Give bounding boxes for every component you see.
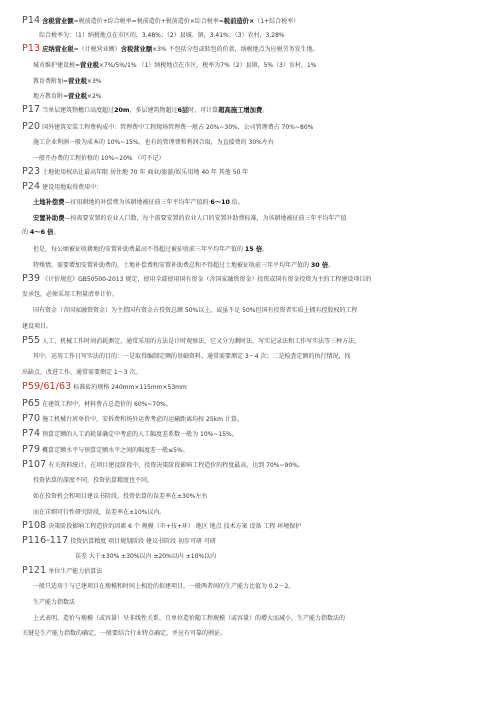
line-text: 。 [53, 229, 60, 236]
line-19 [22, 291, 118, 299]
line-text: 概算定额水平与预算定额水平之间的幅度差一般≤5%。 [42, 447, 189, 454]
line-text: 城市维护建设税= [33, 62, 81, 69]
line-text: 地方教育附= [33, 93, 69, 100]
page-reference-tag: P17 [22, 104, 41, 115]
line-text: —征用耕地的补偿费为该耕地被征前三年平均年产值的 [64, 199, 211, 206]
bold-text: 含税营业额 [120, 46, 153, 53]
bold-text: 税前造价× [223, 18, 255, 25]
line-text: 一般开办费的工程价格的 10%~20% （可不记） [33, 155, 165, 162]
line-text: 的 [22, 229, 30, 236]
line-36 [75, 553, 216, 561]
line-text: 国有资金（含国家融资资金）为主指国有资金占投资总额 50%以上，或虽不足 50%但国有投资者实质上拥有控股权的工程 [33, 307, 358, 314]
line-35 [22, 536, 216, 546]
bold-text: 营业税 [80, 62, 99, 69]
bold-text: 6层 [177, 107, 189, 114]
bold-text: 超高施工增加费 [218, 107, 263, 114]
line-1 [22, 16, 299, 26]
line-31 [33, 477, 153, 485]
line-41 [22, 630, 226, 638]
bold-text: 土地补偿费 [33, 199, 65, 206]
bold-text: 营业税 [68, 93, 87, 100]
line-text: ×7%/5%/1% （1）纳税地点在市区，税率为7%（2）县镇，5%（3）农村，1% [98, 62, 317, 69]
bold-text: 15 倍 [244, 246, 263, 253]
line-4 [33, 62, 316, 70]
line-text: 生产能力指数法 [33, 599, 76, 606]
bold-text: 应纳营业税 [42, 46, 74, 53]
line-25 [22, 382, 187, 392]
line-30 [22, 460, 304, 470]
line-9 [33, 139, 274, 147]
line-40 [33, 615, 345, 623]
line-14 [33, 215, 347, 223]
line-text: 施工机械台班单价中，安拆费和场外运费考虑的运输距离均按 25km 计算。 [42, 416, 243, 423]
line-text: 标准砖的规格 240mm×115mm×53mm [73, 384, 187, 391]
line-27 [22, 414, 243, 424]
line-text: 教育费附加= [33, 78, 69, 85]
line-text: ，多层建筑物超过 [129, 107, 178, 114]
line-text: 一般只适用于与已建项目在规模和时间上相近的拟建项目，一般两者间的生产能力比值为 0.2～2。 [33, 583, 295, 590]
line-text: 投资估算精度 项目规划阶段 建议书阶段 初步可研 可研 [70, 538, 216, 545]
line-22 [22, 336, 360, 346]
page-reference-tag: P23 [22, 166, 41, 177]
bold-text: 6～10 [210, 199, 230, 206]
line-37 [22, 566, 102, 576]
line-text: 而在详细可行性研究阶段，误差率在±10%以内。 [33, 509, 166, 516]
page-reference-tag: P55 [22, 335, 41, 346]
line-33 [33, 509, 165, 517]
page-reference-tag: P39 [22, 273, 41, 284]
line-text: 建设项目。 [22, 323, 53, 330]
line-text: 建设用地取得费用中： [42, 184, 103, 191]
line-20 [33, 307, 358, 315]
line-11 [22, 167, 248, 177]
line-text: 预算定额的人工消耗量确定中考虑的人工幅度差系数一般为 10%~15%。 [42, 431, 238, 438]
line-38 [33, 583, 294, 591]
line-2 [39, 32, 285, 40]
line-text: 发承包，必须采用工程量清单计价。 [22, 291, 119, 298]
line-32 [33, 493, 207, 501]
line-34 [22, 521, 301, 531]
page-reference-tag: P20 [22, 121, 41, 132]
line-17 [33, 262, 334, 270]
line-text: 上式表明，造价与规模（或容量）呈非线性关系，且单位造价随工程规模（或容量）的增大而减小，生产能力指数法的 [33, 615, 346, 622]
page-reference-tag: P121 [22, 565, 47, 576]
line-text: ×3% [86, 78, 102, 85]
line-text: ×2% [86, 93, 102, 100]
line-text: 如在投资机会和项目建议书阶段，投资估算的误差率在±30%左右 [33, 493, 208, 500]
line-text: 出缺点，改进工作，通常需要测定 1～3 次。 [22, 369, 142, 376]
bold-text: 含税营业额 [42, 18, 74, 25]
line-text: 国外建筑安装工程费构成中：管理费中工程现场管理费一般占 20%~30%，公司管理费占 70%~80% [42, 124, 314, 131]
line-text: 《计价规范》GB50500-2013 规定，使用全部使用国有资金（含国家融资资金）投资或国有资金投资为主的工程建设项目的 [42, 276, 372, 283]
page-reference-tag: P14 [22, 15, 41, 26]
line-text: 在建筑工程中，材料费占总造价的 60%~70%。 [42, 401, 172, 408]
page-reference-tag: P65 [22, 398, 41, 409]
line-16 [33, 246, 268, 254]
line-text: 单位生产能力估算法 [48, 568, 103, 575]
line-text: 其中，运用工作日写实法的目的：一是取得编制定额的基础资料，通常需要测定 3～4 次；二是检查定额的执行情况，找 [33, 353, 351, 360]
line-text: 综合税率为：（1）纳税地点在市区的，3.48%；（2）县城、镇，3.41%；（3）农村，3.28% [39, 32, 285, 39]
line-text: 关键是生产能力指数的确定，一般要结合行业特点确定，并应有可靠的例证。 [22, 630, 227, 637]
line-18 [22, 274, 371, 284]
line-text: 人工、机械工作时间消耗测定，通常采用的方法是计时观察法，它又分为测时法、写实记录法和工作写实法等三种方法。 [42, 338, 361, 345]
line-3 [22, 44, 319, 54]
line-21 [22, 323, 52, 331]
line-text: =（计税营业额） [73, 46, 121, 53]
page-reference-tag: P74 [22, 428, 41, 439]
line-24 [22, 369, 141, 377]
line-13 [33, 199, 244, 207]
line-text: 但是，每公顷被征收耕地的安置补助费最高不得超过被征收前三年平均年产值的 [33, 246, 245, 253]
line-text: 施工企业利润一般为成本的 10%~15%，也有的管理费和利润合取，为直接费的 30%左右 [33, 139, 274, 146]
line-text: 。 [262, 107, 269, 114]
line-text: 。 [328, 262, 335, 269]
line-text: 有关资料统计，在项目建设阶段中，投资决策阶段影响工程造价的程度最高，达到 70%~90%。 [48, 462, 304, 469]
line-text: 倍。 [229, 199, 244, 206]
line-text: 投资估算的深度不同，投资估算精度也不同。 [33, 477, 154, 484]
line-text: —按需要安置的农业人口数，每个需要安置的农业人口的安置补助费标准，为该耕地被征前三年平均年产值 [64, 215, 347, 222]
bold-text: 4～6 倍 [29, 229, 54, 236]
page-reference-tag: P116-117 [22, 535, 69, 546]
line-text: 当单层建筑物檐口高度超过 [42, 107, 115, 114]
line-text: （1+综合税率） [254, 18, 300, 25]
page-reference-tag: P107 [22, 459, 47, 470]
line-39 [33, 599, 75, 607]
bold-text: 30 倍 [310, 262, 329, 269]
page-reference-tag: P24 [22, 181, 41, 192]
page-reference-tag: P13 [22, 43, 41, 54]
page-reference-tag: P70 [22, 413, 41, 424]
line-15 [22, 229, 60, 237]
line-23 [33, 353, 350, 361]
line-text: 。 [262, 246, 269, 253]
line-text: 土地使用权出让最高年限 居住地 70 年 商业/旅游/娱乐用地 40 年 其他 50 年 [42, 169, 249, 176]
line-12 [22, 182, 102, 192]
line-8 [22, 122, 313, 132]
page-reference-tag: P108 [22, 520, 47, 531]
line-text: 误差 大于±30% ±30%以内 ±20%以内 ±10%以内 [75, 553, 217, 560]
line-text: 特殊情，需要增加安置补助费的，土地补偿费和安置补助费总和不得超过土地被征收前三年平均年产值的 [33, 262, 311, 269]
bold-text: 营业税 [68, 78, 87, 85]
page-reference-tag: P59/61/63 [22, 381, 72, 392]
line-text: ×3% 不包括分包或转包的价款，纳税地点为应税劳务发生地。 [152, 46, 319, 53]
line-10 [33, 155, 165, 163]
line-6 [33, 93, 101, 101]
line-text: =税前造价+综合税率=税前造价+税前造价×综合税率= [73, 18, 224, 25]
line-text: 决策阶段影响工程造价的因素 6 个 规模（市+技+环） 地区 地点 技术方案 设备 工程 环境保护 [48, 523, 302, 530]
line-text: 时，可计算 [188, 107, 219, 114]
bold-text: 20m [114, 107, 130, 114]
line-29 [22, 445, 189, 455]
bold-text: 安置补助费 [33, 215, 65, 222]
line-5 [33, 78, 101, 86]
line-28 [22, 429, 238, 439]
page-reference-tag: P79 [22, 444, 41, 455]
line-7 [22, 105, 268, 115]
line-26 [22, 399, 172, 409]
